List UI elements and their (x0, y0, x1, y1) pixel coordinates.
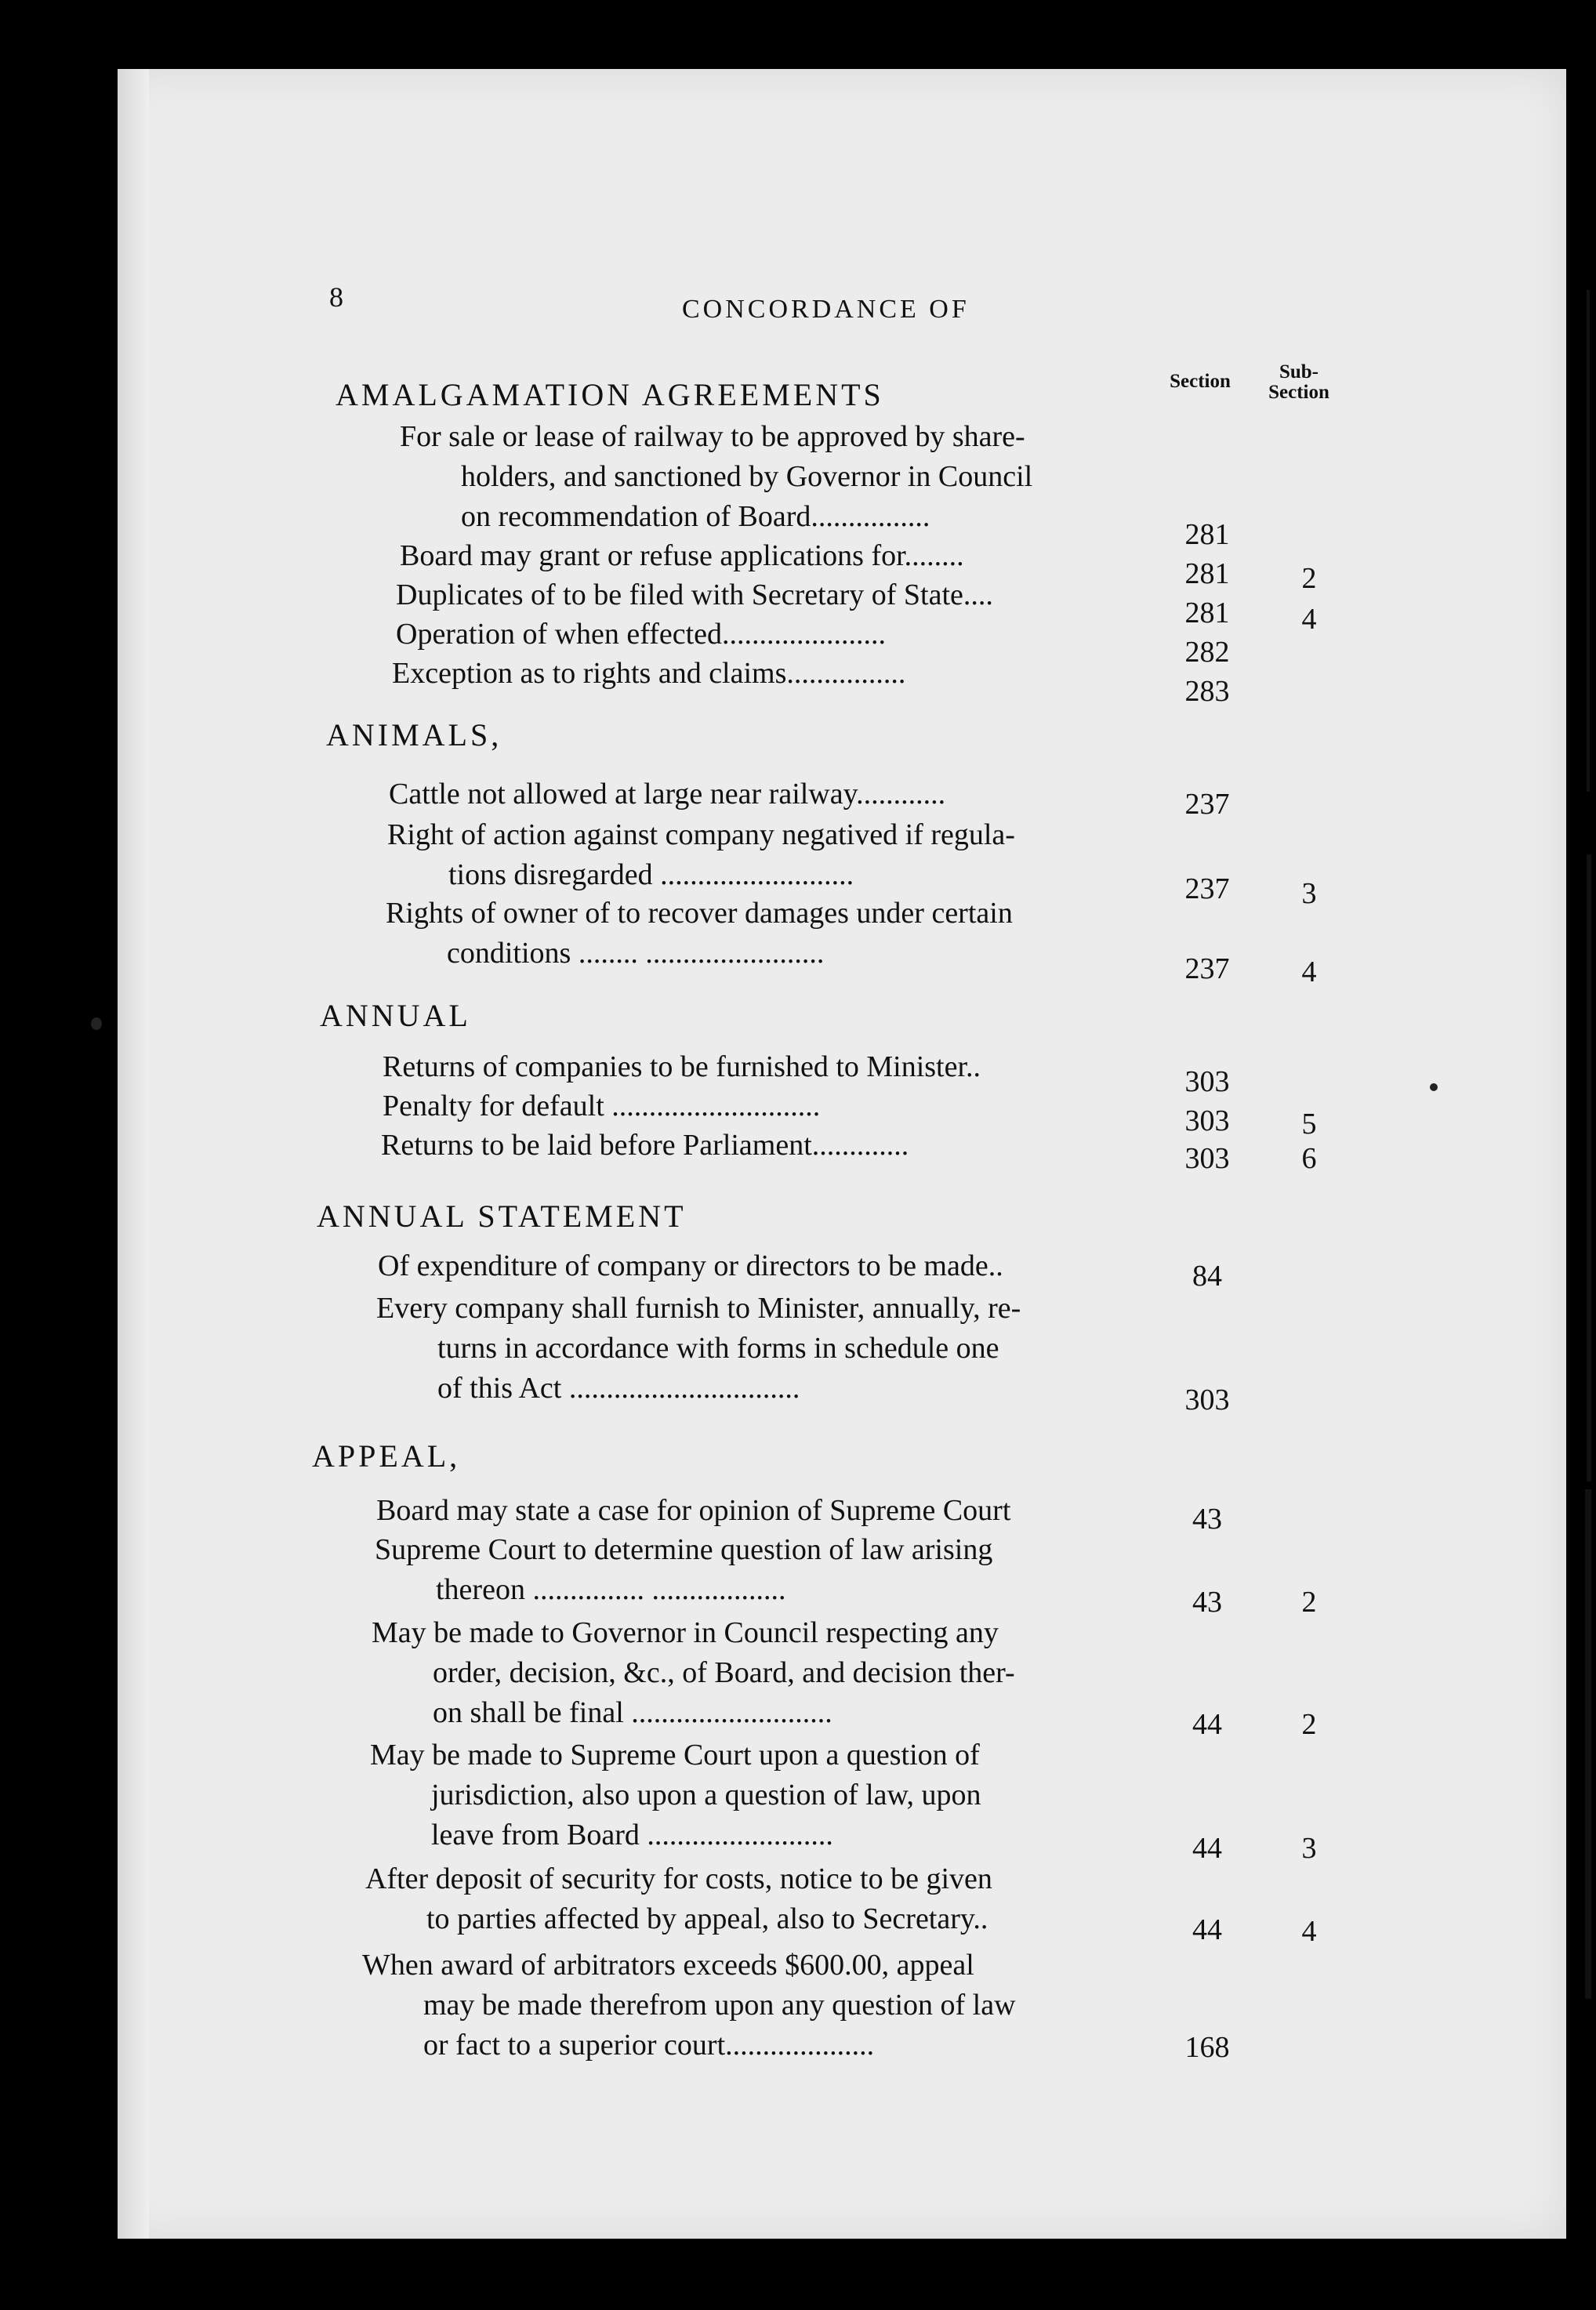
column-header-subsection-line1: Sub- (1279, 361, 1319, 383)
entry-line: Of expenditure of company or directors to be made.. (378, 1249, 1003, 1282)
entry-line: or fact to a superior court.................... (423, 2029, 875, 2062)
entry-line: Supreme Court to determine question of law arising (375, 1533, 993, 1566)
subsection-number: 5 (1301, 1108, 1317, 1140)
entry-line: holders, and sanctioned by Governor in Council (461, 460, 1033, 493)
section-heading: ANNUAL (320, 998, 471, 1033)
page-edge-shadow (118, 69, 149, 2239)
entry-line: Penalty for default ............................ (383, 1090, 821, 1122)
entry-line: leave from Board ......................... (431, 1819, 833, 1851)
section-number: 303 (1184, 1383, 1230, 1416)
index-entry (400, 536, 964, 576)
section-number: 43 (1192, 1503, 1222, 1536)
index-entry (378, 1246, 1003, 1286)
section-heading: APPEAL, (312, 1438, 461, 1474)
subsection-number: 2 (1301, 1708, 1317, 1741)
entry-line: Right of action against company negatived if regula- (387, 818, 1015, 851)
entry-line: Returns of companies to be furnished to Minister.. (383, 1050, 981, 1083)
entry-line: Rights of owner of to recover damages under certain (386, 897, 1013, 930)
index-entry (362, 1946, 1016, 2065)
entry-line: Every company shall furnish to Minister, annually, re- (376, 1292, 1021, 1325)
entry-line: of this Act ............................... (437, 1372, 800, 1405)
section-number: 44 (1192, 1832, 1222, 1865)
section-number: 281 (1184, 518, 1230, 551)
entry-line: Exception as to rights and claims................ (392, 657, 906, 690)
entry-line: order, decision, &c., of Board, and decision ther- (433, 1656, 1015, 1689)
section-number: 282 (1184, 636, 1230, 669)
index-entry (396, 615, 886, 655)
entry-line: jurisdiction, also upon a question of law, upon (431, 1779, 981, 1811)
subsection-number: 4 (1301, 603, 1317, 636)
entry-line: tions disregarded .......................... (448, 858, 854, 891)
index-entry (386, 894, 1013, 974)
entry-line: Duplicates of to be filed with Secretary of State.... (396, 578, 993, 611)
section-number: 237 (1184, 788, 1230, 821)
index-entry (389, 774, 945, 814)
column-header-section: Section (1170, 371, 1231, 392)
column-header-subsection (1256, 362, 1342, 403)
entry-line: After deposit of security for costs, notice to be given (365, 1862, 992, 1895)
section-number: 237 (1184, 872, 1230, 905)
index-entry (383, 1047, 981, 1087)
section-number: 303 (1184, 1065, 1230, 1098)
running-head: CONCORDANCE OF (682, 295, 970, 324)
entry-line: May be made to Governor in Council respecting any (372, 1616, 999, 1649)
entry-line: Operation of when effected...................... (396, 618, 887, 651)
entry-line: For sale or lease of railway to be approved by share- (400, 420, 1025, 453)
scan-speck (91, 1017, 102, 1030)
index-entry (387, 815, 1015, 895)
section-heading: ANIMALS, (326, 717, 502, 752)
section-number: 168 (1184, 2031, 1230, 2064)
index-entry (392, 654, 905, 694)
index-entry (375, 1530, 992, 1610)
subsection-number: 4 (1301, 1915, 1317, 1948)
entry-line: turns in accordance with forms in schedule one (437, 1332, 999, 1365)
section-number: 303 (1184, 1142, 1230, 1175)
index-entry (381, 1126, 909, 1166)
index-entry (396, 575, 993, 615)
index-entry (400, 417, 1032, 537)
subsection-number: 2 (1301, 562, 1317, 595)
entry-line: Cattle not allowed at large near railway............ (389, 778, 946, 810)
entry-line: on shall be final ........................... (433, 1696, 832, 1729)
section-number: 281 (1184, 597, 1230, 629)
index-entry (370, 1735, 981, 1855)
section-number: 44 (1192, 1913, 1222, 1946)
index-entry (383, 1086, 820, 1126)
entry-line: May be made to Supreme Court upon a question of (370, 1739, 980, 1771)
scan-speck (1430, 1083, 1438, 1091)
scan-edge-mark (1587, 290, 1590, 792)
entry-line: When award of arbitrators exceeds $600.00, appeal (362, 1949, 974, 1982)
section-number: 43 (1192, 1586, 1222, 1619)
entry-line: Board may state a case for opinion of Supreme Court (376, 1494, 1011, 1527)
subsection-number: 6 (1301, 1142, 1317, 1175)
subsection-number: 3 (1301, 1832, 1317, 1865)
entry-line: conditions ........ ........................ (447, 937, 825, 970)
entry-line: thereon ............... .................. (436, 1573, 786, 1606)
section-number: 303 (1184, 1104, 1230, 1137)
section-number: 84 (1192, 1260, 1222, 1293)
index-entry (376, 1289, 1021, 1409)
page-number: 8 (329, 281, 343, 313)
section-number: 283 (1184, 675, 1230, 708)
subsection-number: 2 (1301, 1586, 1317, 1619)
section-number: 237 (1184, 952, 1230, 985)
section-number: 44 (1192, 1708, 1222, 1741)
subsection-number: 4 (1301, 956, 1317, 988)
index-entry (365, 1859, 992, 1939)
index-entry (372, 1613, 1015, 1733)
section-heading: ANNUAL STATEMENT (317, 1199, 687, 1234)
scan-edge-mark (1585, 1489, 1591, 1999)
index-entry (376, 1491, 1010, 1531)
entry-line: Returns to be laid before Parliament............. (381, 1129, 909, 1162)
column-header-subsection-line2: Section (1268, 382, 1329, 403)
section-heading: AMALGAMATION AGREEMENTS (336, 377, 884, 412)
entry-line: Board may grant or refuse applications for........ (400, 539, 964, 572)
scan-edge-mark (1587, 854, 1591, 1481)
subsection-number: 3 (1301, 877, 1317, 910)
entry-line: on recommendation of Board................ (461, 500, 930, 533)
entry-line: to parties affected by appeal, also to Secretary.. (426, 1902, 988, 1935)
section-number: 281 (1184, 557, 1230, 590)
entry-line: may be made therefrom upon any question of law (423, 1989, 1016, 2022)
